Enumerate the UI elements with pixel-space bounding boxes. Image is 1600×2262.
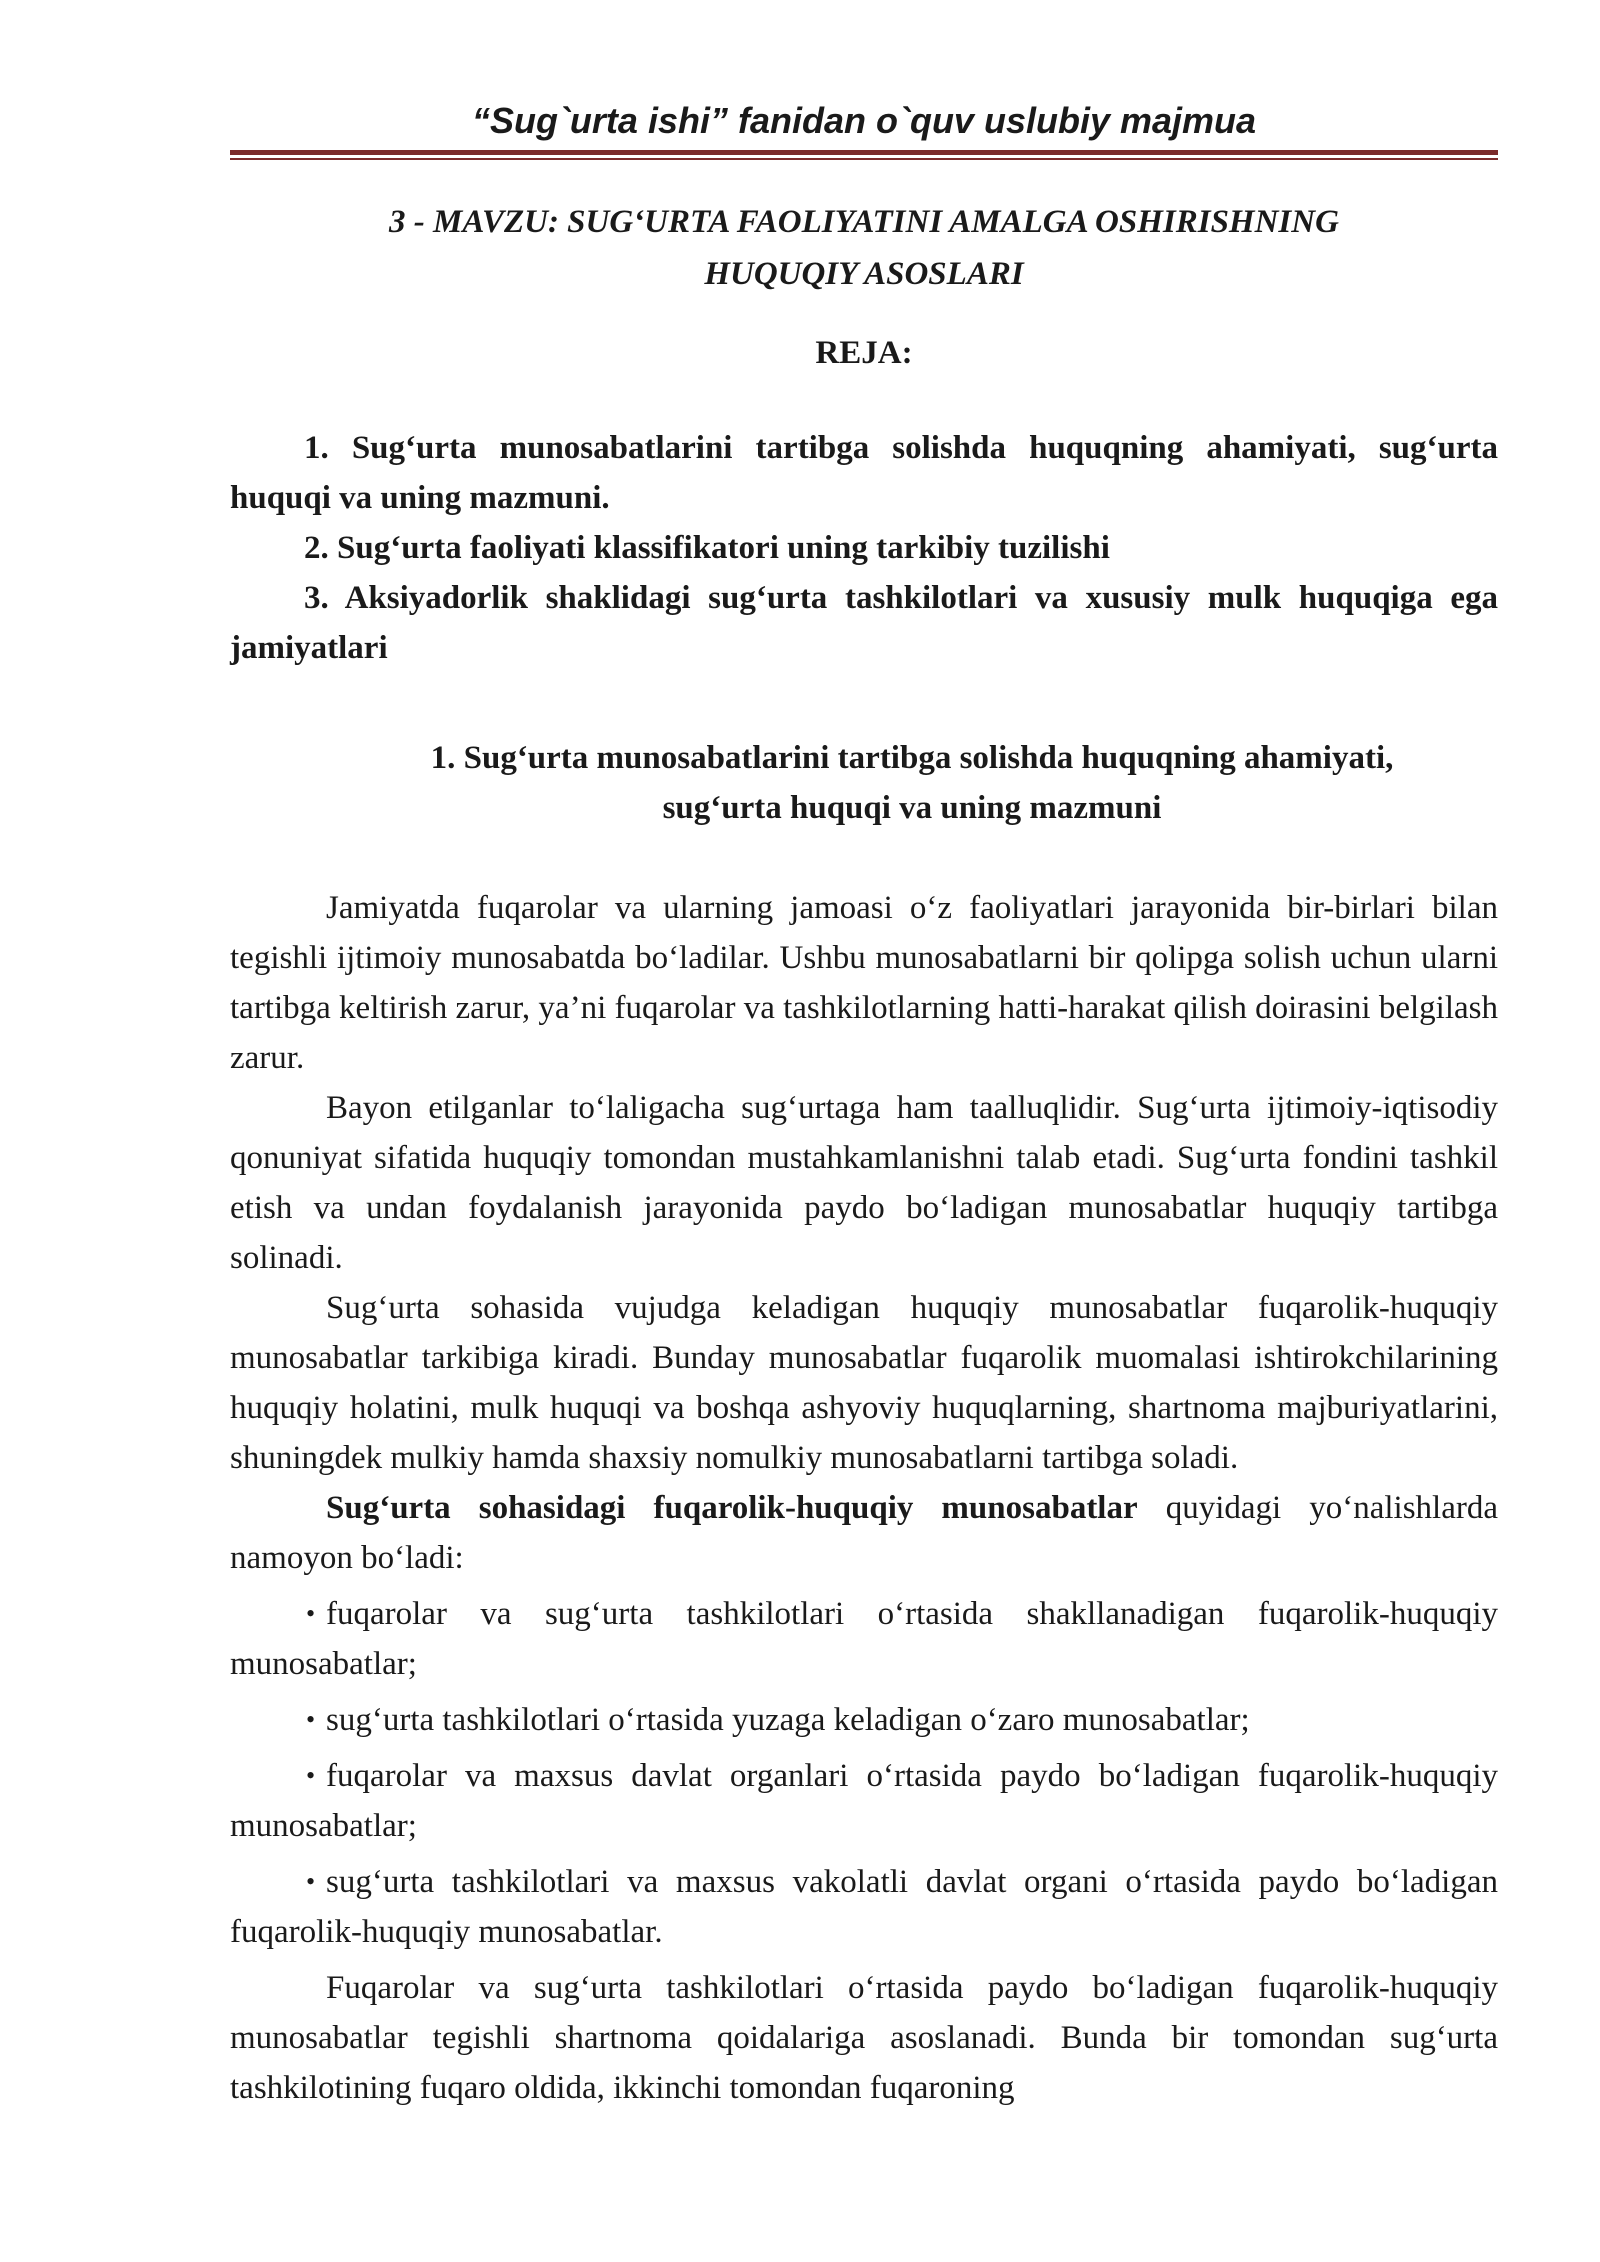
topic-title-line2: HUQUQIY ASOSLARI xyxy=(704,256,1024,292)
paragraph-4-rest: quyidagi yo‘nalishlarda namoyon bo‘ladi: xyxy=(230,1490,1498,1576)
plan-item-3: 3. Aksiyadorlik shaklidagi sug‘urta tashkilotlari va xususiy mulk huquqiga ega jamiyatlari xyxy=(230,580,1498,666)
list-item xyxy=(230,1583,1498,1689)
relations-list xyxy=(230,1583,1498,1957)
plan-list xyxy=(230,423,1498,673)
list-item-text: fuqarolar va maxsus davlat organlari o‘rtasida paydo bo‘ladigan fuqarolik-huquqiy munosabatlar; xyxy=(230,1758,1498,1844)
list-item-text: sug‘urta tashkilotlari va maxsus vakolatli davlat organi o‘rtasida paydo bo‘ladigan fuqarolik-huquqiy munosabatlar. xyxy=(230,1864,1498,1950)
list-item xyxy=(230,1745,1498,1851)
list-item-text: sug‘urta tashkilotlari o‘rtasida yuzaga keladigan o‘zaro munosabatlar; xyxy=(326,1702,1250,1738)
section-body xyxy=(230,883,1498,2113)
paragraph-4-bold-lead: Sug‘urta sohasidagi fuqarolik-huquqiy munosabatlar xyxy=(326,1490,1138,1526)
header-rule-thin xyxy=(230,158,1498,160)
header-rule-thick xyxy=(230,150,1498,155)
section-heading-line1: 1. Sug‘urta munosabatlarini tartibga solishda huquqning ahamiyati, xyxy=(430,740,1394,776)
running-header: “Sug`urta ishi” fanidan o`quv uslubiy majmua xyxy=(471,100,1257,141)
paragraph-5: Fuqarolar va sug‘urta tashkilotlari o‘rtasida paydo bo‘ladigan fuqarolik-huquqiy munosabatlar tegishli shartnoma qoidalariga asoslanadi. Bunda bir tomondan sug‘urta tashkilotining fuqaro oldida, ikkinchi tomondan fuqaroning xyxy=(230,1970,1498,2106)
topic-title xyxy=(230,196,1498,300)
list-item-text: fuqarolar va sug‘urta tashkilotlari o‘rtasida shakllanadigan fuqarolik-huquqiy munosabatlar; xyxy=(230,1596,1498,1682)
plan-item-2: 2. Sug‘urta faoliyati klassifikatori uning tarkibiy tuzilishi xyxy=(304,530,1110,566)
section-heading-line2: sug‘urta huquqi va uning mazmuni xyxy=(662,790,1162,826)
paragraph-4 xyxy=(230,1483,1498,1583)
bullet-icon: • xyxy=(306,1761,316,1790)
plan-heading: REJA: xyxy=(815,335,913,371)
bullet-icon: • xyxy=(306,1867,316,1896)
topic-title-line1: 3 - MAVZU: SUG‘URTA FAOLIYATINI AMALGA OSHIRISHNING xyxy=(389,204,1339,240)
paragraph-1: Jamiyatda fuqarolar va ularning jamoasi o‘z faoliyatlari jarayonida bir-birlari bilan tegishli ijtimoiy munosabatda bo‘ladilar. Ushbu munosabatlarni bir qolipga solish uchun ularni tartibga keltirish zarur, ya’ni fuqarolar va tashkilotlarning hatti-harakat qilish doirasini belgilash zarur. xyxy=(230,890,1498,1076)
paragraph-3: Sug‘urta sohasida vujudga keladigan huquqiy munosabatlar fuqarolik-huquqiy munosabatlar tarkibiga kiradi. Bunday munosabatlar fuqarolik muomalasi ishtirokchilarining huquqiy holatini, mulk huquqi va boshqa ashyoviy huquqlarning, shartnoma majburiyatlarini, shuningdek mulkiy hamda shaxsiy nomulkiy munosabatlarni tartibga soladi. xyxy=(230,1290,1498,1476)
bullet-icon: • xyxy=(306,1599,316,1628)
list-item xyxy=(230,1851,1498,1957)
list-item xyxy=(230,1689,1498,1745)
document-content xyxy=(230,196,1498,2113)
plan-item-1: 1. Sug‘urta munosabatlarini tartibga solishda huquqning ahamiyati, sug‘urta huquqi va uning mazmuni. xyxy=(230,430,1498,516)
paragraph-2: Bayon etilganlar to‘laligacha sug‘urtaga ham taalluqlidir. Sug‘urta ijtimoiy-iqtisodiy qonuniyat sifatida huquqiy tomondan mustahkamlanishni talab etadi. Sug‘urta fondini tashkil etish va undan foydalanish jarayonida paydo bo‘ladigan munosabatlar huquqiy tartibga solinadi. xyxy=(230,1090,1498,1276)
bullet-icon: • xyxy=(306,1705,316,1734)
section-heading xyxy=(230,733,1498,833)
